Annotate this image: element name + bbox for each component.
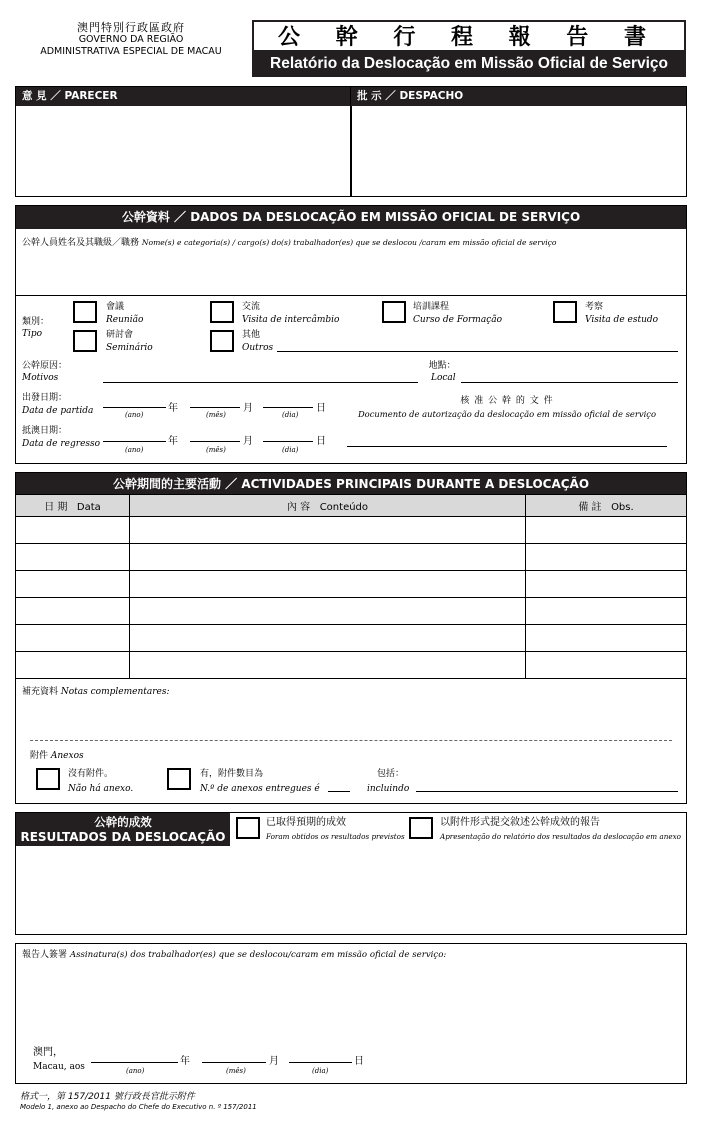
form-title-pt: Relatório da Deslocação em Missão Oficial de Serviço	[254, 50, 684, 77]
partida-mes-hint: (mês)	[206, 411, 226, 419]
including-field[interactable]	[416, 791, 678, 792]
regresso-ano-hint: (ano)	[125, 446, 144, 454]
activity-date-cell[interactable]	[16, 625, 130, 652]
activity-obs-cell[interactable]	[526, 598, 687, 625]
including-pt: incluindo	[367, 784, 410, 794]
col-date-pt: Data	[76, 502, 101, 513]
option-visita-estudo	[585, 301, 658, 327]
names-field[interactable]	[17, 250, 685, 294]
checkbox-seminario[interactable]	[73, 330, 97, 352]
anexos-label-zh: 附件	[30, 751, 49, 761]
col-date-zh: 日 期	[44, 502, 68, 513]
results-header-pt: RESULTADOS DA DESLOCAÇÃO	[20, 830, 226, 844]
motivos-label-zh: 公幹原因：	[22, 361, 68, 371]
results-obtained-option	[266, 816, 405, 844]
including-zh: 包括：	[377, 769, 405, 779]
activity-content-cell[interactable]	[130, 652, 526, 679]
checkbox-outros[interactable]	[210, 330, 234, 352]
signature-label-pt: Assinatura(s) dos trabalhador(es) que se deslocou/caram em missão oficial de serviço:	[69, 950, 447, 960]
activity-content-cell[interactable]	[130, 625, 526, 652]
activity-date-cell[interactable]	[16, 652, 130, 679]
despacho-label-zh: 批 示	[357, 90, 382, 102]
col-obs-header	[526, 495, 687, 517]
partida-month-char: 月	[243, 403, 253, 414]
partida-month-field[interactable]	[190, 407, 240, 408]
option-seminario-zh: 研討會	[106, 330, 134, 340]
place-zh: 澳門，	[33, 1047, 63, 1058]
checkbox-results-obtained[interactable]	[236, 817, 260, 839]
place-pt: Macau, aos	[33, 1062, 85, 1072]
option-visita-estudo-zh: 考察	[585, 302, 604, 312]
parecer-field[interactable]	[17, 106, 350, 195]
checkbox-intercambio[interactable]	[210, 301, 234, 323]
notes-label-pt: Notas complementares:	[60, 687, 170, 697]
form-title-zh: 公 幹 行 程 報 告 書	[278, 25, 660, 50]
regresso-dia-hint: (dia)	[282, 446, 299, 454]
sign-ano-hint: (ano)	[126, 1067, 145, 1075]
government-name-pt-1: GOVERNO DA REGIÃO	[78, 34, 184, 45]
activity-date-cell[interactable]	[16, 544, 130, 571]
regresso-day-field[interactable]	[263, 441, 313, 442]
has-annex-zh: 有，附件數目為	[200, 769, 264, 779]
notes-label	[22, 684, 170, 697]
names-label-zh: 公幹人員姓名及其職級／職務	[22, 238, 140, 248]
no-annex-pt: Não há anexo.	[68, 784, 134, 794]
parecer-header: 意 見 ／ PARECER	[16, 87, 351, 106]
sign-day-char: 日	[354, 1056, 364, 1067]
option-outros-pt: Outros	[242, 343, 274, 353]
government-name	[18, 22, 244, 58]
parecer-label-zh: 意 見	[22, 90, 47, 102]
option-seminario	[106, 329, 153, 355]
activity-content-cell[interactable]	[130, 517, 526, 544]
signature-field[interactable]	[17, 962, 685, 1042]
activity-row	[16, 517, 687, 544]
activity-obs-cell[interactable]	[526, 517, 687, 544]
activity-date-cell[interactable]	[16, 598, 130, 625]
notes-dashed-divider	[30, 740, 672, 741]
dados-divider	[15, 295, 687, 296]
sign-mes-hint: (mês)	[226, 1067, 246, 1075]
sign-month-char: 月	[269, 1056, 279, 1067]
sign-year-field[interactable]	[91, 1062, 178, 1063]
activity-content-cell[interactable]	[130, 598, 526, 625]
including-label	[367, 767, 409, 797]
no-annex-zh: 沒有附件。	[68, 769, 114, 779]
names-label-pt: Nome(s) e categoria(s) / cargo(s) do(s) trabalhador(es) que se deslocou /caram em missão oficial de serviço	[141, 238, 557, 247]
col-date-header	[16, 495, 130, 517]
no-annex-option	[68, 767, 133, 797]
form-title-block	[252, 20, 686, 77]
activities-header: 公幹期間的主要活動 ／ ACTIVIDADES PRINCIPAIS DURANTE A DESLOCAÇÃO	[16, 473, 686, 496]
motivos-label	[22, 360, 67, 384]
results-obtained-pt: Foram obtidos os resultados previstos	[266, 832, 405, 841]
notes-label-zh: 補充資料	[22, 687, 59, 697]
option-intercambio-zh: 交流	[242, 302, 261, 312]
activity-row	[16, 652, 687, 679]
option-curso-formacao	[413, 301, 502, 327]
government-name-zh: 澳門特別行政區政府	[77, 21, 185, 34]
results-header	[16, 813, 230, 846]
motivos-field[interactable]	[103, 382, 418, 383]
despacho-field[interactable]	[352, 106, 685, 195]
activities-header-zh: 公幹期間的主要活動	[112, 477, 221, 491]
regresso-mes-hint: (mês)	[206, 446, 226, 454]
checkbox-reuniao[interactable]	[73, 301, 97, 323]
names-label	[22, 235, 557, 248]
option-reuniao	[106, 301, 143, 327]
option-reuniao-zh: 會議	[106, 302, 125, 312]
activity-row	[16, 571, 687, 598]
doc-autorizacao-zh: 核 准 公 幹 的 文 件	[460, 396, 554, 406]
partida-dia-hint: (dia)	[282, 411, 299, 419]
local-field[interactable]	[461, 382, 678, 383]
has-annex-option	[200, 767, 320, 797]
option-outros-zh: 其他	[242, 330, 261, 340]
sign-year-char: 年	[180, 1056, 190, 1067]
partida-day-field[interactable]	[263, 407, 313, 408]
footer-model-pt: Modelo 1, anexo ao Despacho do Chefe do Executivo n. º 157/2011	[20, 1103, 257, 1111]
tipo-label	[22, 316, 49, 340]
anexos-label-pt: Anexos	[50, 751, 84, 761]
col-content-zh: 內 容	[286, 502, 311, 513]
option-intercambio	[242, 301, 339, 327]
tipo-label-zh: 類別：	[22, 317, 50, 327]
partida-year-field[interactable]	[103, 407, 166, 408]
motivos-label-pt: Motivos	[22, 373, 59, 383]
doc-autorizacao-field[interactable]	[347, 446, 667, 447]
option-curso-formacao-pt: Curso de Formação	[413, 315, 503, 325]
place-label	[33, 1046, 85, 1074]
col-content-header	[130, 495, 526, 517]
option-reuniao-pt: Reunião	[106, 315, 144, 325]
col-content-pt: Conteúdo	[319, 502, 369, 513]
activity-row	[16, 544, 687, 571]
option-intercambio-pt: Visita de intercâmbio	[242, 315, 340, 325]
results-header-zh: 公幹的成效	[94, 815, 152, 829]
checkbox-no-annex[interactable]	[36, 768, 60, 790]
partida-year-char: 年	[168, 403, 178, 414]
annex-count-field[interactable]	[328, 791, 350, 792]
dados-header: 公幹資料 ／ DADOS DA DESLOCAÇÃO EM MISSÃO OFICIAL DE SERVIÇO	[16, 206, 686, 229]
checkbox-has-annex[interactable]	[167, 768, 191, 790]
option-outros	[242, 329, 273, 355]
signature-label	[22, 947, 446, 960]
notes-field[interactable]	[17, 698, 685, 738]
partida-label-zh: 出發日期：	[22, 393, 68, 403]
activity-row	[16, 598, 687, 625]
partida-label	[22, 392, 93, 418]
col-obs-zh: 備 註	[578, 502, 602, 513]
checkbox-results-report[interactable]	[409, 817, 433, 839]
option-seminario-pt: Seminário	[106, 343, 153, 353]
footer-model-zh: 格式一，第 157/2011 號行政長官批示附件	[20, 1092, 195, 1102]
option-curso-formacao-zh: 培訓課程	[413, 302, 450, 312]
results-report-option	[440, 816, 681, 844]
despacho-header: 批 示 ／ DESPACHO	[351, 87, 686, 106]
activity-date-cell[interactable]	[16, 571, 130, 598]
partida-day-char: 日	[316, 403, 326, 414]
has-annex-pt: N.º de anexos entregues é	[200, 784, 320, 794]
regresso-label-zh: 抵澳日期：	[22, 426, 68, 436]
local-label-pt: Local	[431, 373, 456, 383]
activity-row	[16, 625, 687, 652]
activities-header-pt: ACTIVIDADES PRINCIPAIS DURANTE A DESLOCAÇÃO	[241, 477, 590, 491]
activities-table-header	[16, 495, 687, 517]
activities-table	[15, 494, 687, 679]
regresso-label	[22, 425, 100, 451]
partida-label-pt: Data de partida	[22, 406, 94, 416]
sign-dia-hint: (dia)	[312, 1067, 329, 1075]
tipo-label-pt: Tipo	[22, 329, 43, 339]
dados-header-pt: DADOS DA DESLOCAÇÃO EM MISSÃO OFICIAL DE SERVIÇO	[190, 210, 581, 224]
results-field[interactable]	[17, 848, 685, 933]
outros-field[interactable]	[277, 351, 678, 352]
doc-autorizacao-label	[344, 395, 670, 421]
sign-month-field[interactable]	[202, 1062, 266, 1063]
sign-day-field[interactable]	[289, 1062, 352, 1063]
results-report-pt: Apresentação do relatório dos resultados da deslocação em anexo	[440, 832, 681, 841]
regresso-month-field[interactable]	[190, 441, 240, 442]
activity-obs-cell[interactable]	[526, 544, 687, 571]
dados-header-zh: 公幹資料	[121, 210, 170, 224]
results-obtained-zh: 已取得預期的成效	[266, 817, 346, 828]
activity-date-cell[interactable]	[16, 517, 130, 544]
signature-label-zh: 報告人簽署	[22, 950, 68, 960]
regresso-label-pt: Data de regresso	[22, 439, 101, 449]
activity-obs-cell[interactable]	[526, 571, 687, 598]
partida-ano-hint: (ano)	[125, 411, 144, 419]
local-label-zh: 地點：	[428, 361, 456, 371]
parecer-label-pt: PARECER	[64, 90, 118, 102]
local-label	[428, 360, 456, 384]
regresso-year-char: 年	[168, 436, 178, 447]
activity-obs-cell[interactable]	[526, 625, 687, 652]
regresso-year-field[interactable]	[103, 441, 166, 442]
results-report-zh: 以附件形式提交敘述公幹成效的報告	[440, 817, 600, 828]
activity-obs-cell[interactable]	[526, 652, 687, 679]
doc-autorizacao-pt: Documento de autorização da deslocação em missão oficial de serviço	[357, 409, 657, 419]
activity-content-cell[interactable]	[130, 571, 526, 598]
activity-content-cell[interactable]	[130, 544, 526, 571]
anexos-label	[30, 748, 84, 761]
checkbox-visita-estudo[interactable]	[553, 301, 577, 323]
regresso-month-char: 月	[243, 436, 253, 447]
despacho-label-pt: DESPACHO	[399, 90, 464, 102]
checkbox-curso-formacao[interactable]	[382, 301, 406, 323]
regresso-day-char: 日	[316, 436, 326, 447]
government-name-pt-2: ADMINISTRATIVA ESPECIAL DE MACAU	[40, 46, 222, 57]
option-visita-estudo-pt: Visita de estudo	[585, 315, 659, 325]
col-obs-pt: Obs.	[611, 502, 634, 513]
